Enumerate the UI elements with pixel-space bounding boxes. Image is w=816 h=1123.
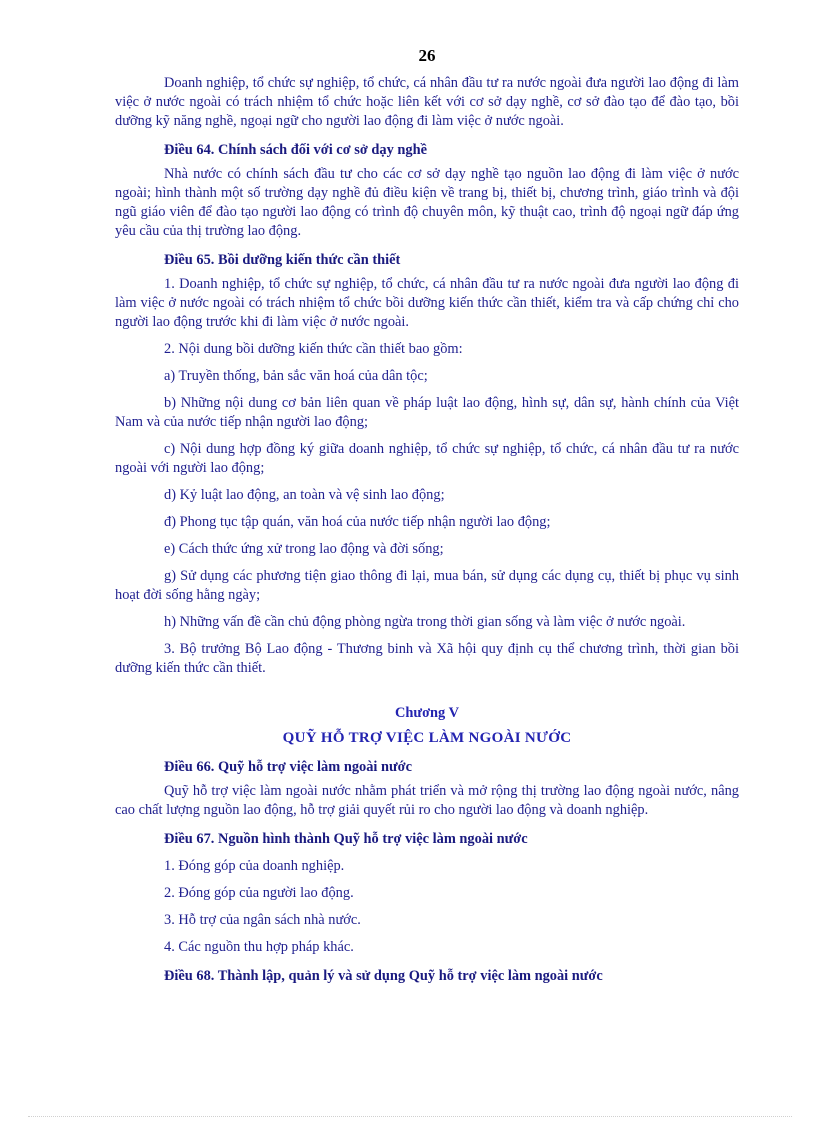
article-66-paragraph: Quỹ hỗ trợ việc làm ngoài nước nhằm phát triển và mở rộng thị trường lao động ngoài nước, nâng cao chất lượng nguồn lao động, hỗ trợ giải quyết rủi ro cho người lao động và doanh nghiệp. bbox=[115, 783, 739, 818]
page-number: 26 bbox=[418, 46, 436, 65]
article-65-item-h: h) Những vấn đề cần chủ động phòng ngừa trong thời gian sống và làm việc ở nước ngoài. bbox=[164, 614, 686, 630]
article-65-clause-2: 2. Nội dung bồi dưỡng kiến thức cần thiết bao gồm: bbox=[164, 341, 463, 357]
article-67-item-1: 1. Đóng góp của doanh nghiệp. bbox=[164, 858, 345, 874]
article-67-item-4: 4. Các nguồn thu hợp pháp khác. bbox=[164, 939, 354, 955]
article-67-title: Điều 67. Nguồn hình thành Quỹ hỗ trợ việc làm ngoài nước bbox=[164, 831, 528, 847]
intro-paragraph: Doanh nghiệp, tổ chức sự nghiệp, tổ chức, cá nhân đầu tư ra nước ngoài đưa người lao động đi làm việc ở nước ngoài có trách nhiệm tổ chức hoặc liên kết với cơ sở dạy nghề, cơ sở đào tạo để đào tạo, bồi dưỡng kỹ năng nghề, ngoại ngữ cho người lao động đi làm việc ở nước ngoài. bbox=[115, 75, 739, 129]
document-page bbox=[115, 44, 739, 991]
article-67-item-3: 3. Hỗ trợ của ngân sách nhà nước. bbox=[164, 912, 361, 928]
article-64-paragraph: Nhà nước có chính sách đầu tư cho các cơ sở dạy nghề tạo nguồn lao động đi làm việc ở nước ngoài; hình thành một số trường dạy nghề đủ điều kiện về trang bị, thiết bị, chương trình, giáo trình và đội ngũ giáo viên để đào tạo người lao động có trình độ chuyên môn, kỹ thuật cao, trình độ ngoại ngữ đáp ứng yêu cầu của thị trường lao động. bbox=[115, 166, 739, 239]
footer-divider bbox=[28, 1116, 792, 1117]
article-68-title: Điều 68. Thành lập, quản lý và sử dụng Quỹ hỗ trợ việc làm ngoài nước bbox=[164, 968, 603, 984]
article-65-clause-1: 1. Doanh nghiệp, tổ chức sự nghiệp, tổ chức, cá nhân đầu tư ra nước ngoài đưa người lao động đi làm việc ở nước ngoài có trách nhiệm tổ chức bồi dưỡng kiến thức cần thiết, kiểm tra và cấp chứng chỉ cho người lao động trước khi đi làm việc ở nước ngoài. bbox=[115, 276, 739, 330]
article-65-item-c: c) Nội dung hợp đồng ký giữa doanh nghiệp, tổ chức sự nghiệp, tổ chức, cá nhân đầu tư ra nước ngoài với người lao động; bbox=[115, 441, 739, 476]
article-65-item-b: b) Những nội dung cơ bản liên quan về pháp luật lao động, hình sự, dân sự, hành chính của Việt Nam và của nước tiếp nhận người lao động; bbox=[115, 395, 739, 430]
article-65-item-dd: đ) Phong tục tập quán, văn hoá của nước tiếp nhận người lao động; bbox=[164, 514, 551, 530]
article-67-item-2: 2. Đóng góp của người lao động. bbox=[164, 885, 354, 901]
chapter-title: QUỸ HỖ TRỢ VIỆC LÀM NGOÀI NƯỚC bbox=[282, 730, 572, 746]
article-65-item-d: d) Kỷ luật lao động, an toàn và vệ sinh lao động; bbox=[164, 487, 445, 503]
article-66-title: Điều 66. Quỹ hỗ trợ việc làm ngoài nước bbox=[164, 759, 413, 775]
article-64-title: Điều 64. Chính sách đối với cơ sở dạy nghề bbox=[164, 142, 428, 158]
article-65-clause-3: 3. Bộ trưởng Bộ Lao động - Thương binh và Xã hội quy định cụ thể chương trình, thời gian bồi dưỡng kiến thức cần thiết. bbox=[115, 641, 739, 676]
article-65-item-e: e) Cách thức ứng xử trong lao động và đời sống; bbox=[164, 541, 444, 557]
chapter-label: Chương V bbox=[395, 705, 459, 721]
article-65-item-a: a) Truyền thống, bản sắc văn hoá của dân tộc; bbox=[164, 368, 428, 384]
article-65-item-g: g) Sử dụng các phương tiện giao thông đi lại, mua bán, sử dụng các dụng cụ, thiết bị phục vụ sinh hoạt đời sống hằng ngày; bbox=[115, 568, 739, 603]
article-65-title: Điều 65. Bồi dưỡng kiến thức cần thiết bbox=[164, 252, 401, 268]
